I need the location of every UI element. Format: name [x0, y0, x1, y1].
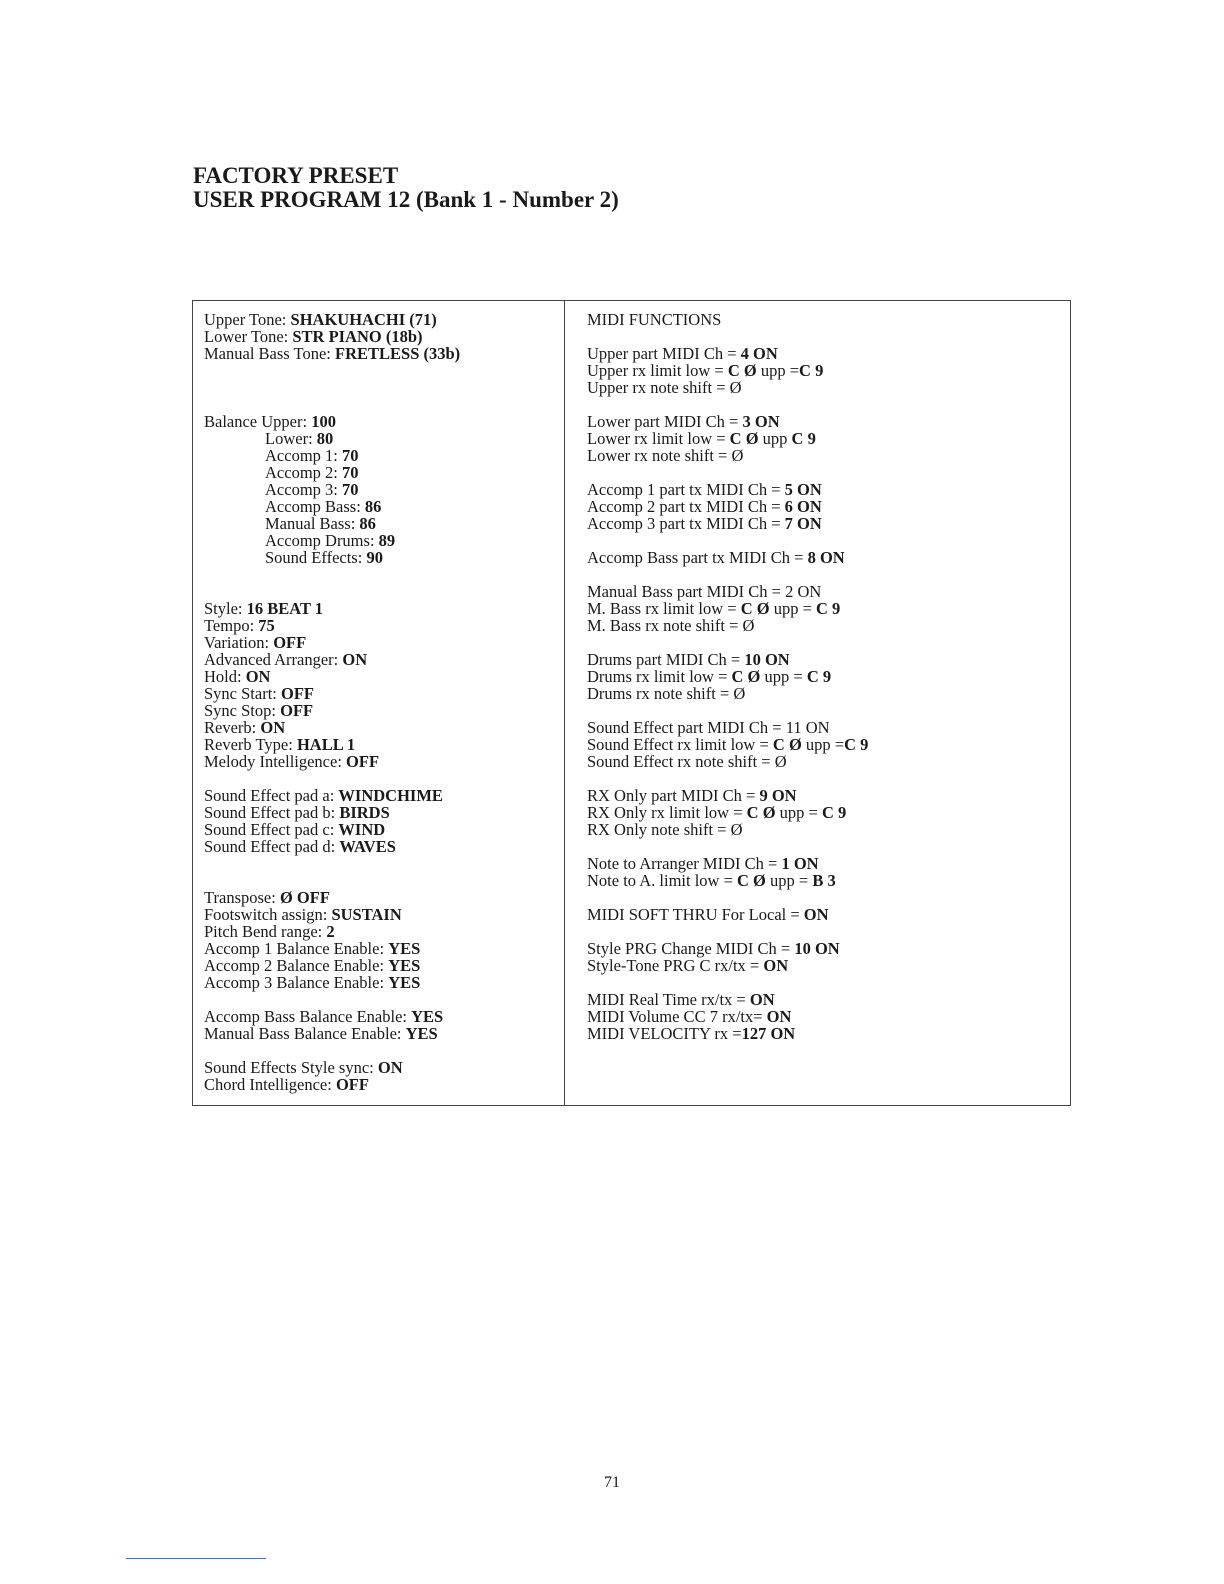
setting-row — [204, 311, 460, 328]
midi-setting-text: upp = — [769, 599, 817, 618]
blank-line — [587, 396, 868, 413]
setting-row — [204, 549, 460, 566]
setting-value: 75 — [258, 616, 275, 635]
midi-setting-text: Accomp Bass part tx MIDI Ch = — [587, 548, 808, 567]
setting-label: Accomp 2: — [265, 463, 342, 482]
setting-value: BIRDS — [339, 803, 390, 822]
setting-value: 100 — [311, 412, 336, 431]
title-line-2: USER PROGRAM 12 (Bank 1 - Number 2) — [193, 187, 619, 212]
midi-setting-text: Upper rx note shift = Ø — [587, 378, 742, 397]
setting-row — [204, 447, 460, 464]
setting-label: Accomp 2 Balance Enable: — [204, 956, 389, 975]
midi-setting-value: C 9 — [816, 599, 841, 618]
setting-value: SHAKUHACHI (71) — [290, 310, 437, 329]
midi-setting-row — [587, 668, 868, 685]
setting-label: Lower Tone: — [204, 327, 293, 346]
midi-setting-text: Upper part MIDI Ch = — [587, 344, 741, 363]
blank-line — [587, 532, 868, 549]
setting-row — [204, 719, 460, 736]
midi-setting-value: B 3 — [812, 871, 836, 890]
midi-setting-value: 7 ON — [784, 514, 822, 533]
setting-label: Sound Effects: — [265, 548, 367, 567]
setting-label: Accomp Bass Balance Enable: — [204, 1007, 412, 1026]
setting-value: YES — [388, 973, 421, 992]
midi-setting-value: 3 ON — [742, 412, 780, 431]
blank-line — [587, 634, 868, 651]
setting-label: Sync Stop: — [204, 701, 281, 720]
blank-line — [204, 872, 460, 889]
midi-setting-text: Style-Tone PRG C rx/tx = — [587, 956, 764, 975]
midi-setting-text: M. Bass rx note shift = Ø — [587, 616, 755, 635]
midi-setting-text: Sound Effect rx limit low = — [587, 735, 773, 754]
blank-line — [587, 328, 868, 345]
midi-setting-text: MIDI FUNCTIONS — [587, 310, 722, 329]
setting-value: 89 — [378, 531, 396, 550]
setting-row — [204, 498, 460, 515]
setting-label: Manual Bass Balance Enable: — [204, 1024, 406, 1043]
midi-setting-row — [587, 1008, 868, 1025]
setting-label: Variation: — [204, 633, 274, 652]
setting-row — [204, 940, 460, 957]
midi-setting-row — [587, 1025, 868, 1042]
setting-row — [204, 430, 460, 447]
setting-row — [204, 1008, 460, 1025]
setting-label: Accomp Drums: — [265, 531, 379, 550]
page-number: 71 — [604, 1474, 620, 1491]
setting-label: Sound Effect pad d: — [204, 837, 340, 856]
midi-setting-text: Lower rx limit low = — [587, 429, 730, 448]
midi-setting-value: C 9 — [806, 667, 832, 686]
midi-setting-row — [587, 719, 868, 736]
blank-line — [204, 991, 460, 1008]
setting-label: Accomp Bass: — [265, 497, 365, 516]
midi-setting-value: 4 ON — [740, 344, 778, 363]
midi-setting-text: Note to Arranger MIDI Ch = — [587, 854, 782, 873]
midi-setting-value: ON — [763, 956, 789, 975]
setting-row — [204, 668, 460, 685]
setting-label: Style: — [204, 599, 247, 618]
midi-setting-text: upp = — [801, 735, 845, 754]
setting-value: 80 — [316, 429, 334, 448]
midi-setting-text: Drums rx note shift = Ø — [587, 684, 746, 703]
midi-setting-value: C Ø — [746, 803, 776, 822]
midi-setting-value: C Ø — [737, 871, 766, 890]
midi-setting-row — [587, 362, 868, 379]
midi-setting-row — [587, 583, 868, 600]
blank-line — [587, 838, 868, 855]
midi-setting-text: Sound Effect part MIDI Ch = 11 ON — [587, 718, 830, 737]
midi-setting-text: Accomp 2 part tx MIDI Ch = — [587, 497, 785, 516]
setting-value: OFF — [273, 633, 307, 652]
setting-row — [204, 1076, 460, 1093]
midi-setting-row — [587, 685, 868, 702]
midi-setting-text: Accomp 1 part tx MIDI Ch = — [587, 480, 785, 499]
setting-label: Chord Intelligence: — [204, 1075, 336, 1094]
blank-line — [204, 1042, 460, 1059]
blank-line — [204, 583, 460, 600]
setting-label: Advanced Arranger: — [204, 650, 343, 669]
midi-setting-row — [587, 413, 868, 430]
midi-setting-row — [587, 447, 868, 464]
setting-row — [204, 804, 460, 821]
setting-value: WINDCHIME — [338, 786, 443, 805]
midi-setting-row — [587, 736, 868, 753]
setting-row — [204, 345, 460, 362]
setting-label: Manual Bass Tone: — [204, 344, 335, 363]
setting-label: Sound Effects Style sync: — [204, 1058, 378, 1077]
midi-setting-text: Manual Bass part MIDI Ch = 2 ON — [587, 582, 822, 601]
blank-line — [204, 770, 460, 787]
setting-row — [204, 974, 460, 991]
midi-setting-value: 5 ON — [784, 480, 822, 499]
setting-row — [204, 685, 460, 702]
setting-row — [204, 838, 460, 855]
setting-value: YES — [388, 956, 421, 975]
setting-label: Accomp 3 Balance Enable: — [204, 973, 389, 992]
setting-row — [204, 957, 460, 974]
setting-label: Footswitch assign: — [204, 905, 332, 924]
midi-setting-row — [587, 855, 868, 872]
setting-value: WAVES — [339, 837, 396, 856]
midi-setting-value: C Ø — [727, 361, 757, 380]
setting-value: 86 — [364, 497, 382, 516]
midi-functions-column — [587, 311, 868, 1042]
setting-row — [204, 906, 460, 923]
blank-line — [587, 889, 868, 906]
title-line-1: FACTORY PRESET — [193, 163, 399, 188]
blank-line — [587, 464, 868, 481]
midi-setting-value: 127 ON — [741, 1024, 796, 1043]
midi-setting-value: C Ø — [772, 735, 802, 754]
setting-label: Reverb: — [204, 718, 261, 737]
midi-setting-row — [587, 906, 868, 923]
setting-row — [204, 515, 460, 532]
midi-setting-text: Accomp 3 part tx MIDI Ch = — [587, 514, 785, 533]
midi-setting-text: MIDI SOFT THRU For Local = — [587, 905, 804, 924]
setting-value: OFF — [346, 752, 380, 771]
setting-row — [204, 736, 460, 753]
midi-setting-text: upp — [758, 429, 792, 448]
setting-row — [204, 481, 460, 498]
midi-setting-text: M. Bass rx limit low = — [587, 599, 741, 618]
setting-label: Pitch Bend range: — [204, 922, 327, 941]
setting-label: Sync Start: — [204, 684, 281, 703]
midi-setting-text: upp = — [775, 803, 822, 822]
column-divider — [564, 300, 565, 1106]
setting-label: Reverb Type: — [204, 735, 297, 754]
blank-line — [204, 362, 460, 379]
setting-row — [204, 328, 460, 345]
page-title — [193, 164, 619, 212]
setting-label: Sound Effect pad b: — [204, 803, 340, 822]
setting-value: YES — [411, 1007, 444, 1026]
midi-setting-value: 1 ON — [781, 854, 819, 873]
midi-setting-row — [587, 872, 868, 889]
midi-setting-row — [587, 651, 868, 668]
blank-line — [204, 396, 460, 413]
midi-setting-row — [587, 821, 868, 838]
setting-row — [204, 702, 460, 719]
blank-line — [587, 923, 868, 940]
midi-setting-value: C 9 — [844, 735, 869, 754]
midi-setting-text: upp = — [756, 361, 800, 380]
setting-value: 90 — [366, 548, 383, 567]
midi-setting-value: C 9 — [821, 803, 847, 822]
midi-setting-text: upp = — [765, 871, 813, 890]
midi-setting-text: Drums part MIDI Ch = — [587, 650, 745, 669]
setting-value: OFF — [281, 684, 314, 703]
setting-row — [204, 617, 460, 634]
setting-value: 2 — [326, 922, 335, 941]
setting-value: ON — [260, 718, 286, 737]
setting-label: Sound Effect pad a: — [204, 786, 339, 805]
setting-label: Tempo: — [204, 616, 259, 635]
midi-setting-row — [587, 515, 868, 532]
midi-setting-row — [587, 430, 868, 447]
setting-label: Lower: — [265, 429, 317, 448]
blank-line — [587, 702, 868, 719]
setting-row — [204, 464, 460, 481]
blank-line — [204, 379, 460, 396]
midi-setting-value: 8 ON — [807, 548, 845, 567]
setting-label: Sound Effect pad c: — [204, 820, 339, 839]
midi-setting-value: C 9 — [791, 429, 816, 448]
program-settings-column — [204, 311, 460, 1093]
section-heading — [587, 311, 868, 328]
setting-label: Hold: — [204, 667, 246, 686]
setting-row — [204, 1025, 460, 1042]
midi-setting-row — [587, 991, 868, 1008]
midi-setting-row — [587, 957, 868, 974]
blank-line — [587, 566, 868, 583]
midi-setting-value: C Ø — [740, 599, 770, 618]
setting-label: Manual Bass: — [265, 514, 360, 533]
midi-setting-value: C Ø — [731, 667, 761, 686]
midi-setting-text: Lower part MIDI Ch = — [587, 412, 743, 431]
setting-row — [204, 1059, 460, 1076]
midi-setting-text: Drums rx limit low = — [587, 667, 732, 686]
setting-value: 70 — [341, 463, 359, 482]
midi-setting-row — [587, 787, 868, 804]
midi-setting-text: Sound Effect rx note shift = Ø — [587, 752, 787, 771]
setting-row — [204, 532, 460, 549]
midi-setting-value: 10 ON — [794, 939, 840, 958]
setting-value: ON — [245, 667, 271, 686]
setting-value: 70 — [341, 480, 359, 499]
setting-value: ON — [377, 1058, 403, 1077]
setting-label: Balance Upper: — [204, 412, 312, 431]
setting-row — [204, 753, 460, 770]
setting-value: HALL 1 — [296, 735, 356, 754]
midi-setting-row — [587, 940, 868, 957]
midi-setting-row — [587, 498, 868, 515]
setting-label: Accomp 1: — [265, 446, 342, 465]
blank-line — [204, 566, 460, 583]
midi-setting-text: MIDI Real Time rx/tx = — [587, 990, 750, 1009]
setting-value: 16 BEAT 1 — [246, 599, 324, 618]
setting-row — [204, 787, 460, 804]
setting-value: STR PIANO (18b) — [292, 327, 423, 346]
setting-label: Accomp 1 Balance Enable: — [204, 939, 389, 958]
midi-setting-value: ON — [749, 990, 775, 1009]
blank-line — [587, 974, 868, 991]
setting-row — [204, 413, 460, 430]
midi-setting-row — [587, 345, 868, 362]
midi-setting-text: MIDI VELOCITY rx = — [587, 1024, 742, 1043]
setting-value: ON — [342, 650, 368, 669]
midi-setting-row — [587, 617, 868, 634]
blank-line — [587, 770, 868, 787]
midi-setting-value: 9 ON — [759, 786, 797, 805]
setting-label: Upper Tone: — [204, 310, 291, 329]
midi-setting-text: Upper rx limit low = — [587, 361, 728, 380]
setting-row — [204, 634, 460, 651]
setting-value: 86 — [359, 514, 376, 533]
blank-line — [204, 855, 460, 872]
midi-setting-row — [587, 600, 868, 617]
midi-setting-value: ON — [803, 905, 829, 924]
setting-row — [204, 889, 460, 906]
midi-setting-text: MIDI Volume CC 7 rx/tx= — [587, 1007, 767, 1026]
midi-setting-text: Style PRG Change MIDI Ch = — [587, 939, 795, 958]
midi-setting-text: Note to A. limit low = — [587, 871, 738, 890]
midi-setting-value: C 9 — [799, 361, 824, 380]
setting-value: OFF — [335, 1075, 369, 1094]
setting-value: Ø OFF — [279, 888, 330, 907]
setting-row — [204, 600, 460, 617]
midi-setting-text: upp = — [760, 667, 807, 686]
setting-label: Melody Intelligence: — [204, 752, 347, 771]
setting-row — [204, 651, 460, 668]
setting-value: YES — [388, 939, 421, 958]
setting-value: FRETLESS (33b) — [335, 344, 461, 363]
midi-setting-row — [587, 481, 868, 498]
setting-value: YES — [405, 1024, 438, 1043]
midi-setting-row — [587, 753, 868, 770]
setting-value: WIND — [338, 820, 386, 839]
midi-setting-text: RX Only part MIDI Ch = — [587, 786, 760, 805]
midi-setting-value: 6 ON — [784, 497, 822, 516]
setting-value: OFF — [280, 701, 314, 720]
setting-label: Accomp 3: — [265, 480, 342, 499]
midi-setting-value: C Ø — [729, 429, 759, 448]
midi-setting-row — [587, 549, 868, 566]
midi-setting-row — [587, 379, 868, 396]
midi-setting-row — [587, 804, 868, 821]
setting-row — [204, 923, 460, 940]
setting-label: Transpose: — [204, 888, 280, 907]
midi-setting-text: RX Only rx limit low = — [587, 803, 747, 822]
midi-setting-text: Lower rx note shift = Ø — [587, 446, 744, 465]
midi-setting-text: RX Only note shift = Ø — [587, 820, 743, 839]
setting-row — [204, 821, 460, 838]
midi-setting-value: ON — [766, 1007, 792, 1026]
midi-setting-value: 10 ON — [744, 650, 790, 669]
setting-value: SUSTAIN — [331, 905, 402, 924]
footnote-rule — [126, 1558, 266, 1559]
setting-value: 70 — [341, 446, 359, 465]
